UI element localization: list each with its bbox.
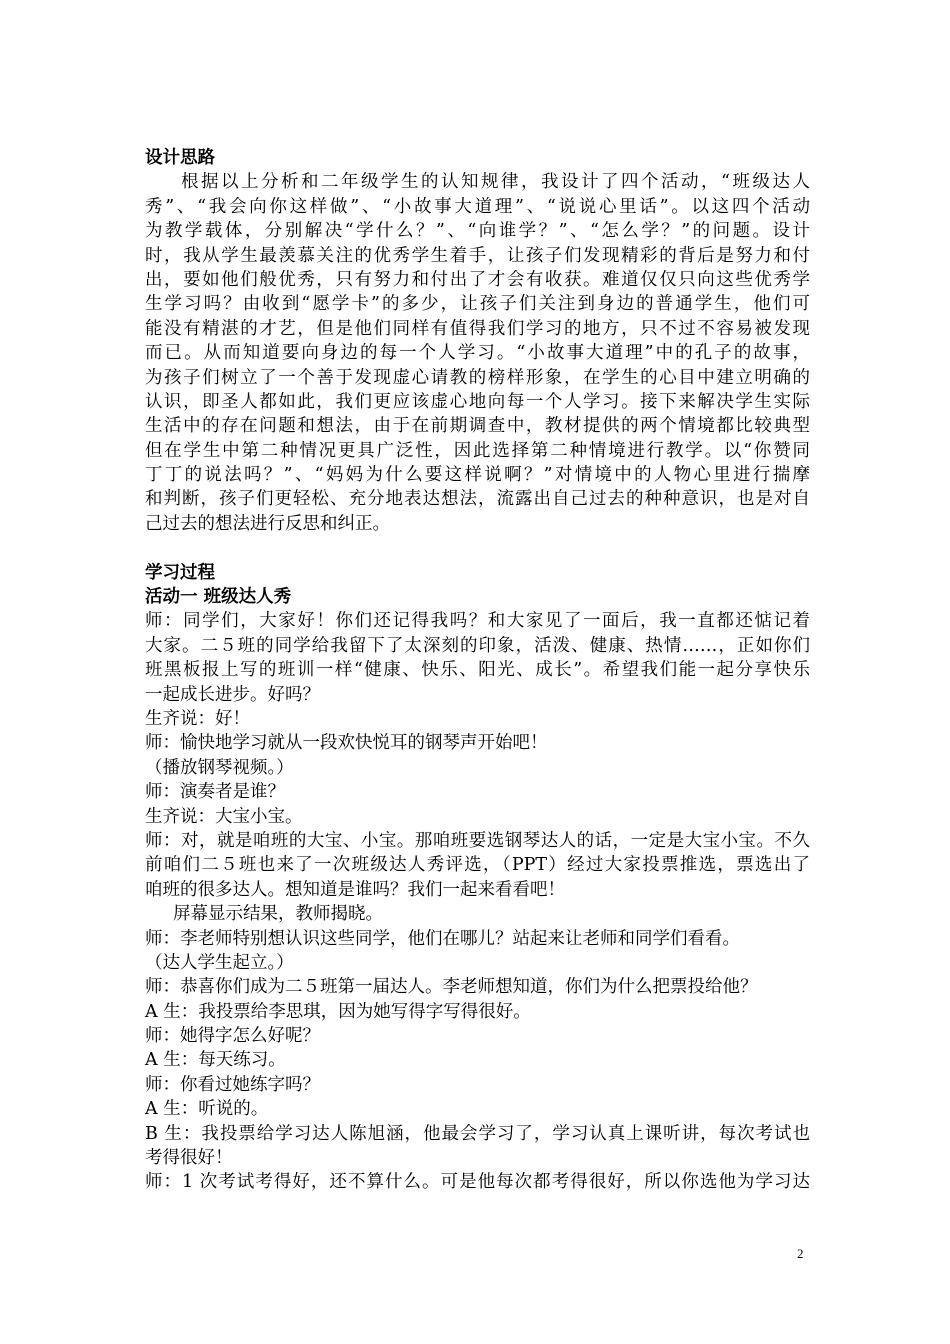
- dialogue-line: 屏幕显示结果，教师揭晓。: [173, 904, 383, 925]
- paragraph-line: 己过去的想法进行反思和纠正。: [145, 513, 390, 534]
- page-number: 2: [797, 1246, 804, 1261]
- dialogue-line: 师：对，就是咱班的大宝、小宝。那咱班要选钢琴达人的话，一定是大宝小宝。不久: [145, 830, 810, 851]
- dialogue-line: 师：1 次考试考得好，还不算什么。可是他每次都考得很好，所以你选他为学习达: [145, 1172, 810, 1193]
- dialogue-line: 一起成长进步。好吗？: [145, 684, 320, 705]
- paragraph-line: 能没有精湛的才艺，但是他们同样有值得我们学习的地方，只不过不容易被发现: [145, 318, 810, 339]
- dialogue-line: 师：李老师特别想认识这些同学，他们在哪儿？站起来让老师和同学们看看。: [145, 928, 740, 949]
- paragraph-line: 生学习吗？由收到“愿学卡”的多少，让孩子们关注到身边的普通学生，他们可: [145, 294, 810, 315]
- paragraph-line: 秀”、“我会向你这样做”、“小故事大道理”、“说说心里话”。以这四个活动: [145, 196, 810, 217]
- dialogue-line: 前咱们二５班也来了一次班级达人秀评选，（PPT）经过大家投票推选，票选出了: [145, 855, 810, 876]
- activity-heading: 活动一 班级达人秀: [145, 587, 292, 608]
- paragraph-line: 但在学生中第二种情况更具广泛性，因此选择第二种情境进行教学。以“你赞同: [145, 440, 810, 461]
- paragraph-line: 丁丁的说法吗？”、“妈妈为什么要这样说啊？”对情境中的人物心里进行揣摩: [145, 465, 810, 486]
- dialogue-line: 生齐说：大宝小宝。: [145, 806, 303, 827]
- section-heading-design: 设计思路: [145, 148, 215, 168]
- paragraph-line: 生活中的存在问题和想法，由于在前期调查中，教材提供的两个情境都比较典型: [145, 416, 810, 437]
- dialogue-line: （播放钢琴视频。）: [145, 757, 294, 778]
- dialogue-line: 生齐说：好！: [145, 708, 250, 729]
- dialogue-line: B 生：我投票给学习达人陈旭涵，他最会学习了，学习认真上课听讲，每次考试也: [145, 1123, 810, 1144]
- dialogue-line: （达人学生起立。）: [145, 952, 294, 973]
- dialogue-line: 班黑板报上写的班训一样“健康、快乐、阳光、成长”。希望我们能一起分享快乐: [145, 660, 810, 681]
- dialogue-line: A 生：我投票给李思琪，因为她写得字写得很好。: [145, 1001, 531, 1022]
- dialogue-line: 师：愉快地学习就从一段欢快悦耳的钢琴声开始吧！: [145, 733, 548, 754]
- paragraph-line: 出，要如他们般优秀，只有努力和付出了才会有收获。难道仅仅只向这些优秀学: [145, 269, 810, 290]
- paragraph-line: 而已。从而知道要向身边的每一个人学习。“小故事大道理”中的孔子的故事，: [145, 343, 810, 364]
- dialogue-line: 考得很好！: [145, 1148, 233, 1169]
- document-page: [145, 146, 810, 1195]
- paragraph-line: 认识，即圣人都如此，我们更应该虚心地向每一个人学习。接下来解决学生实际: [145, 391, 810, 412]
- dialogue-line: 咱班的很多达人。想知道是谁吗？我们一起来看看吧！: [145, 879, 565, 900]
- dialogue-line: 师：她得字怎么好呢？: [145, 1026, 320, 1047]
- dialogue-line: 大家。二５班的同学给我留下了太深刻的印象，活泼、健康、热情……，正如你们: [145, 635, 810, 656]
- dialogue-line: A 生：每天练习。: [145, 1050, 286, 1071]
- dialogue-line: 师：同学们，大家好！你们还记得我吗？和大家见了一面后，我一直都还惦记着: [145, 611, 810, 632]
- paragraph-line: 为教学载体，分别解决“学什么？”、“向谁学？”、“怎么学？”的问题。设计: [145, 221, 810, 242]
- blank-line: [145, 536, 810, 560]
- paragraph-line: 根据以上分析和二年级学生的认知规律，我设计了四个活动，“班级达人: [181, 172, 810, 193]
- dialogue-line: A 生：听说的。: [145, 1099, 269, 1120]
- paragraph-line: 为孩子们树立了一个善于发现虚心请教的榜样形象，在学生的心目中建立明确的: [145, 367, 810, 388]
- section-heading-process: 学习过程: [145, 562, 215, 583]
- dialogue-line: 师：恭喜你们成为二５班第一届达人。李老师想知道，你们为什么把票投给他？: [145, 977, 758, 998]
- paragraph-line: 和判断，孩子们更轻松、充分地表达想法，流露出自己过去的种种意识，也是对自: [145, 489, 810, 510]
- dialogue-line: 师：演奏者是谁？: [145, 782, 285, 803]
- dialogue-line: 师：你看过她练字吗？: [145, 1074, 320, 1095]
- paragraph-line: 时，我从学生最羡慕关注的优秀学生着手，让孩子们发现精彩的背后是努力和付: [145, 245, 810, 266]
